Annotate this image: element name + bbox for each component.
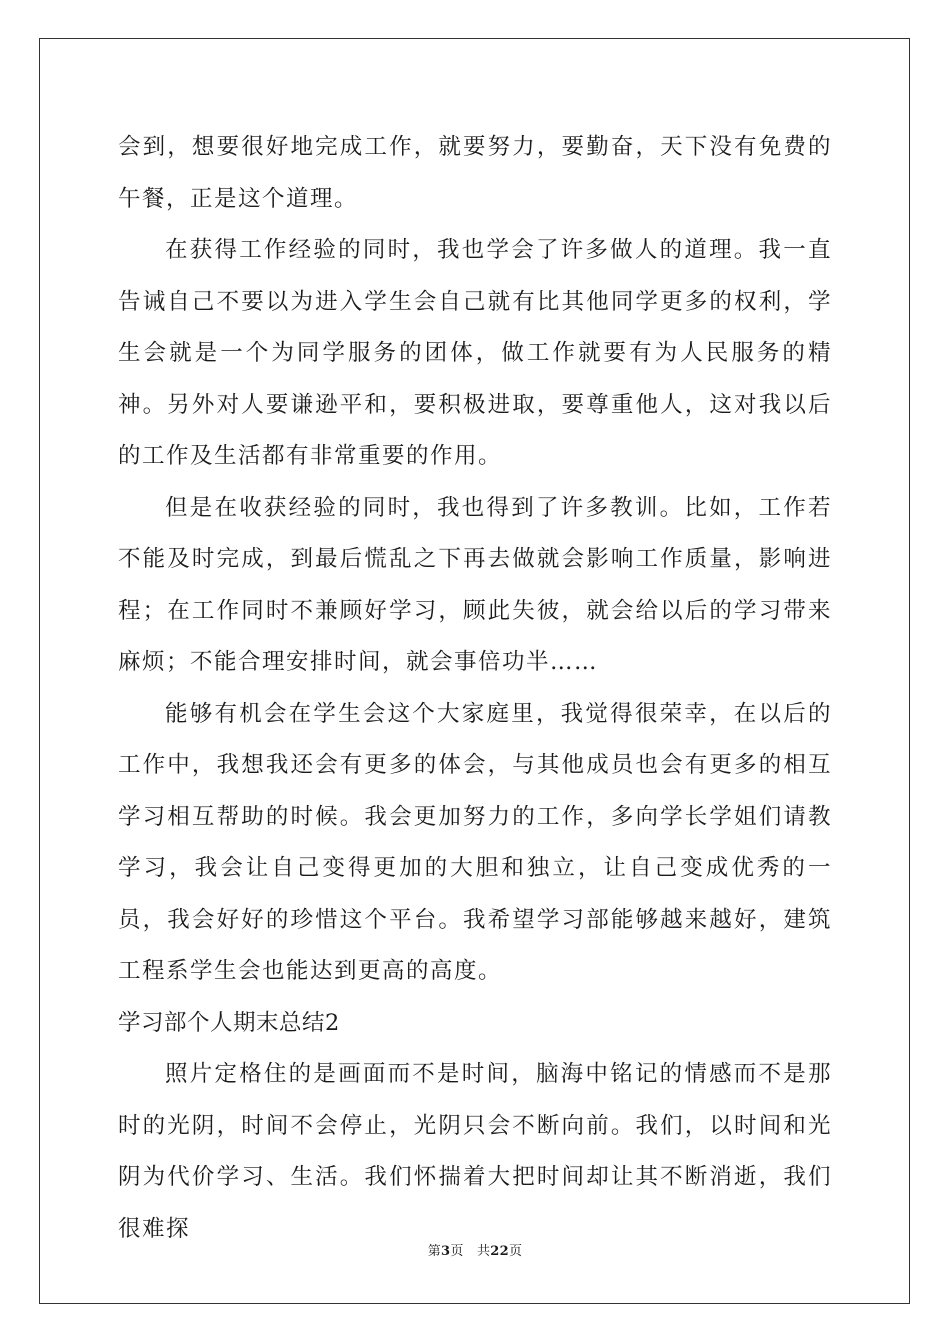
total-pages: 22 bbox=[490, 1244, 509, 1259]
paragraph: 在获得工作经验的同时，我也学会了许多做人的道理。我一直告诫自己不要以为进入学生会自己就有比其他同学更多的权利，学生会就是一个为同学服务的团体，做工作就要有为人民服务的精神。另外对人要谦逊平和，要积极进取，要尊重他人，这对我以后的工作及生活都有非常重要的作用。 bbox=[118, 237, 832, 469]
document-body bbox=[118, 122, 832, 1255]
section-heading: 学习部个人期末总结2 bbox=[118, 1009, 340, 1036]
total-prefix: 共 bbox=[476, 1244, 491, 1259]
total-suffix: 页 bbox=[509, 1244, 523, 1259]
page-suffix: 页 bbox=[450, 1244, 464, 1259]
page-number: 3 bbox=[441, 1244, 451, 1259]
paragraph: 但是在收获经验的同时，我也得到了许多教训。比如，工作若不能及时完成，到最后慌乱之下再去做就会影响工作质量，影响进程；在工作同时不兼顾好学习，顾此失彼，就会给以后的学习带来麻烦；不能合理安排时间，就会事倍功半…… bbox=[118, 494, 832, 675]
page-footer bbox=[0, 1240, 950, 1259]
paragraph: 会到，想要很好地完成工作，就要努力，要勤奋，天下没有免费的午餐，正是这个道理。 bbox=[118, 134, 832, 212]
paragraph: 能够有机会在学生会这个大家庭里，我觉得很荣幸，在以后的工作中，我想我还会有更多的体会，与其他成员也会有更多的相互学习相互帮助的时候。我会更加努力的工作，多向学长学姐们请教学习，我会让自己变得更加的大胆和独立，让自己变成优秀的一员，我会好好的珍惜这个平台。我希望学习部能够越来越好，建筑工程系学生会也能达到更高的高度。 bbox=[118, 700, 832, 984]
paragraph: 照片定格住的是画面而不是时间，脑海中铭记的情感而不是那时的光阴，时间不会停止，光阴只会不断向前。我们，以时间和光阴为代价学习、生活。我们怀揣着大把时间却让其不断消逝，我们很难探 bbox=[118, 1061, 832, 1242]
page-prefix: 第 bbox=[427, 1244, 441, 1259]
